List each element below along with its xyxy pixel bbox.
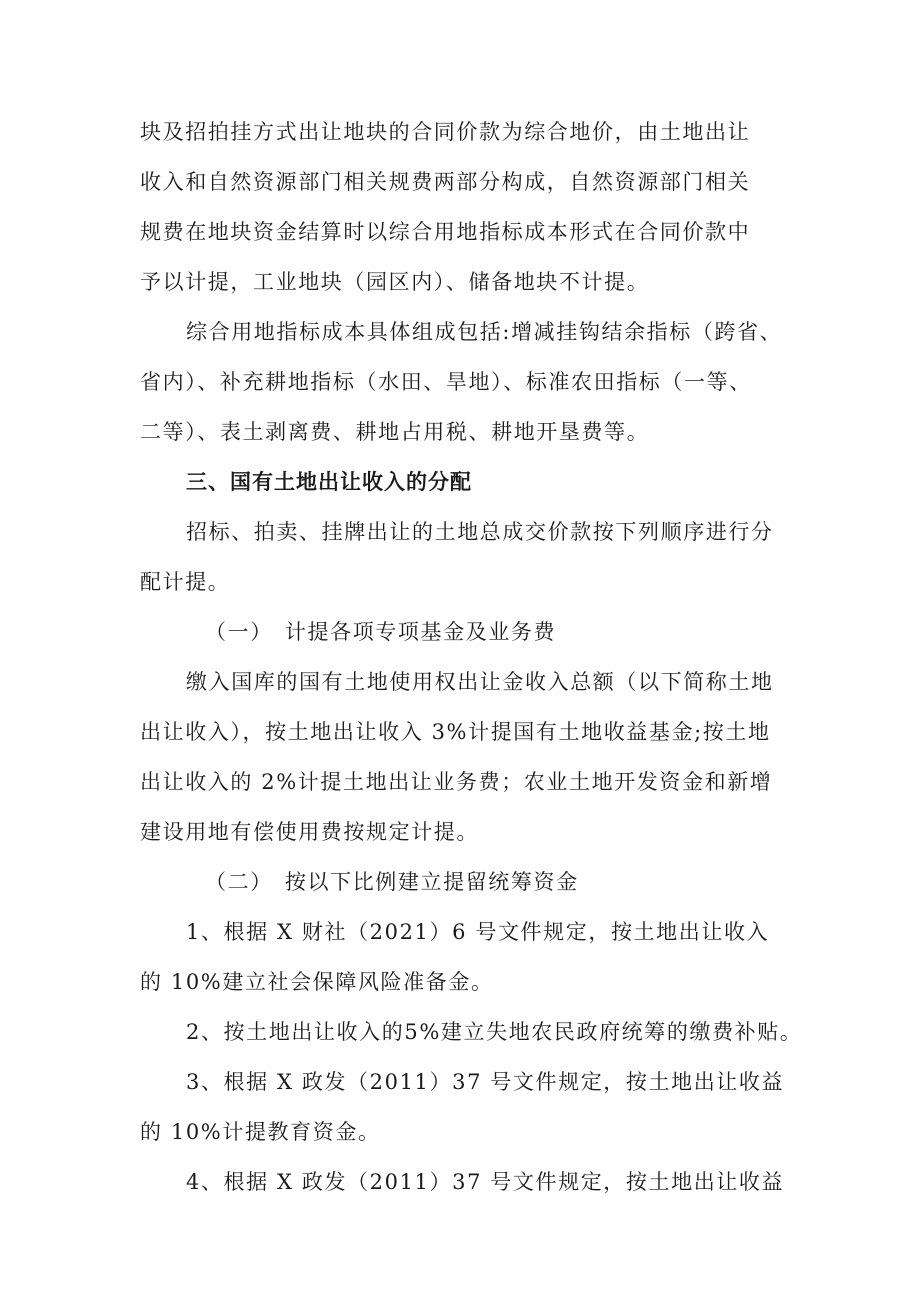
paragraph-line-1: 块及招拍挂方式出让地块的合同价款为综合地价，由土地出让 [140, 120, 751, 144]
subsection-heading-2: （二） 按以下比例建立提留统筹资金 [205, 870, 579, 894]
paragraph-line-7: 二等）、表土剥离费、耕地占用税、耕地开垦费等。 [140, 420, 650, 444]
paragraph-line-2: 收入和自然资源部门相关规费两部分构成，自然资源部门相关 [140, 170, 751, 194]
paragraph-line-13: 出让收入），按土地出让收入 3%计提国有土地收益基金;按土地 [140, 720, 771, 744]
paragraph-line-9: 招标、拍卖、挂牌出让的土地总成交价款按下列顺序进行分 [186, 520, 774, 544]
list-item-3-line-2: 的 10%计提教育资金。 [140, 1120, 381, 1144]
list-item-2: 2、按土地出让收入的5%建立失地农民政府统筹的缴费补贴。 [186, 1020, 803, 1044]
list-item-1-line-2: 的 10%建立社会保障风险准备金。 [140, 970, 494, 994]
paragraph-line-4: 予以计提，工业地块（园区内）、储备地块不计提。 [140, 270, 650, 294]
paragraph-line-12: 缴入国库的国有土地使用权出让金收入总额（以下简称土地 [186, 670, 774, 694]
list-item-4-line-1: 4、根据 X 政发（2011）37 号文件规定，按土地出让收益 [186, 1170, 785, 1194]
paragraph-line-15: 建设用地有偿使用费按规定计提。 [140, 820, 479, 844]
paragraph-line-3: 规费在地块资金结算时以综合用地指标成本形式在合同价款中 [140, 220, 751, 244]
paragraph-line-6: 省内）、补充耕地指标（水田、旱地）、标准农田指标（一等、 [140, 370, 752, 394]
paragraph-line-5: 综合用地指标成本具体组成包括:增减挂钩结余指标（跨省、 [186, 320, 783, 344]
section-heading: 三、国有土地出让收入的分配 [186, 470, 472, 494]
list-item-3-line-1: 3、根据 X 政发（2011）37 号文件规定，按土地出让收益 [186, 1070, 785, 1094]
subsection-heading-1: （一） 计提各项专项基金及业务费 [205, 620, 557, 644]
list-item-1-line-1: 1、根据 X 财社（2021）6 号文件规定，按土地出让收入 [186, 920, 770, 944]
paragraph-line-14: 出让收入的 2%计提土地出让业务费；农业土地开发资金和新增 [140, 770, 773, 794]
paragraph-line-10: 配计提。 [140, 570, 231, 594]
